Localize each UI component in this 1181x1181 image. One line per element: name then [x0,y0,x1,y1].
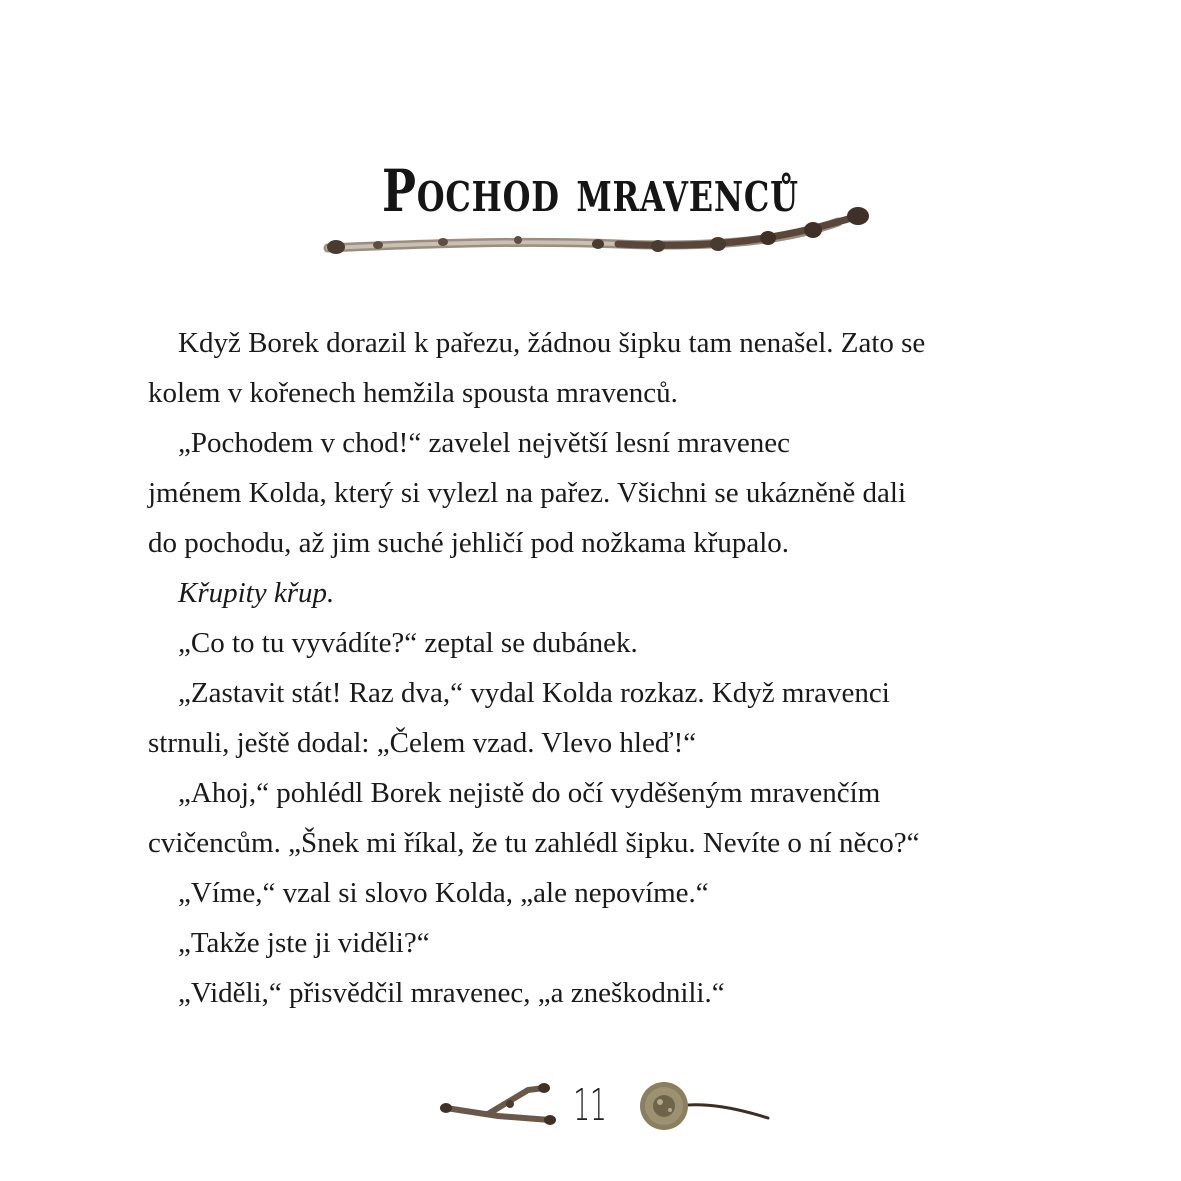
text-line: „Co to tu vyvádíte?“ zeptal se dubánek. [178,627,638,659]
text-line: „Pochodem v chod!“ zavelel největší lesní mravenec [178,427,790,459]
story-text [148,318,1048,1018]
text-line: „Takže jste ji viděli?“ [178,927,430,959]
text-line: „Viděli,“ přisvědčil mravenec, „a zneškodnili.“ [178,977,725,1009]
text-line: strnuli, ještě dodal: „Čelem vzad. Vlevo hleď!“ [148,727,697,759]
text-line: Křupity křup. [178,577,335,609]
text-line: „Ahoj,“ pohlédl Borek nejistě do očí vyděšeným mravenčím [178,777,881,809]
text-line: jménem Kolda, který si vylezl na pařez. Všichni se ukázněně dali [148,477,907,509]
text-line: Když Borek dorazil k pařezu, žádnou šipku tam nenašel. Zato se [178,327,926,359]
text-line: do pochodu, až jim suché jehličí pod nožkama křupalo. [148,527,790,559]
twig-branch-icon [438,1076,558,1136]
text-line: cvičencům. „Šnek mi říkal, že tu zahlédl šipku. Nevíte o ní něco?“ [148,827,920,859]
text-line: „Víme,“ vzal si slovo Kolda, „ale nepovíme.“ [178,877,709,909]
text-line: „Zastavit stát! Raz dva,“ vydal Kolda rozkaz. Když mravenci [178,677,890,709]
chapter-title: Pochod mravenců [381,156,799,225]
page-number: 11 [573,1080,607,1131]
text-line: kolem v kořenech hemžila spousta mravenců. [148,377,678,409]
acorn-icon [636,1074,776,1138]
twig-icon [318,200,878,270]
